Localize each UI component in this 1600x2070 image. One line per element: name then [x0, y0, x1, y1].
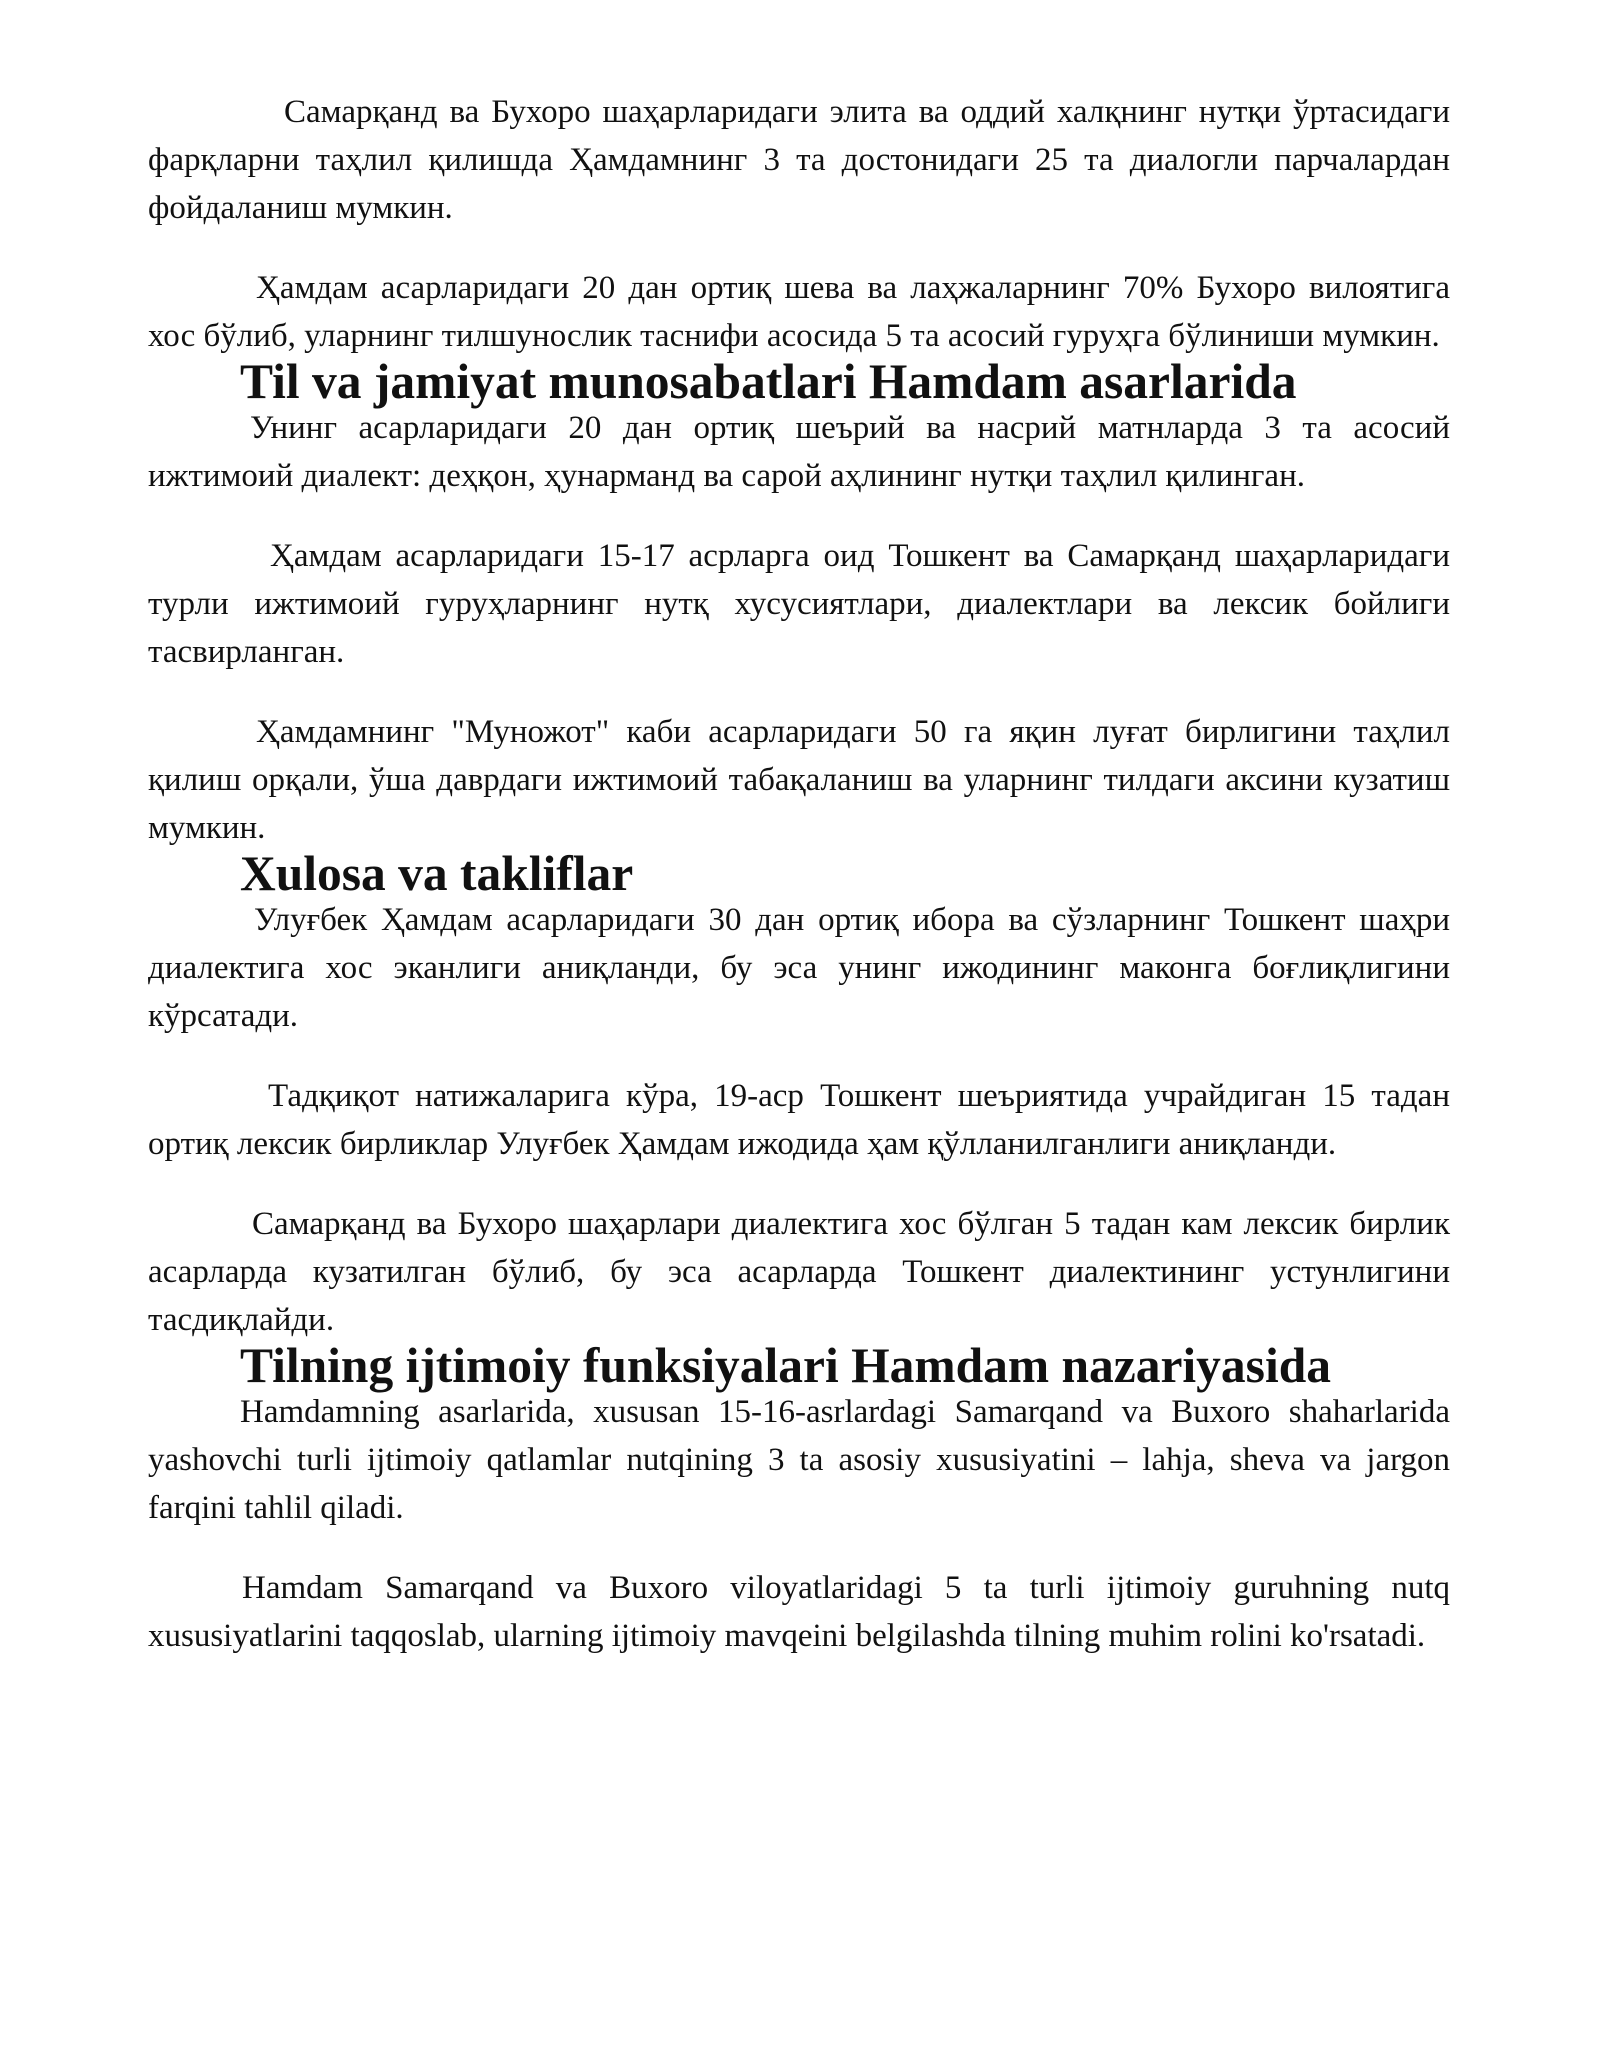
paragraph: Тадқиқот натижаларига кўра, 19-аср Тошкент шеъриятида учрайдиган 15 тадан ортиқ лексик бирликлар Улуғбек Ҳамдам ижодида ҳам қўлланилганлиги аниқланди. [148, 1078, 1450, 1162]
section-heading: Xulosa va takliflar [240, 846, 634, 901]
paragraph: Ҳамдамнинг "Муножот" каби асарларидаги 50 га яқин луғат бирлигини таҳлил қилиш орқали, ўша даврдаги ижтимоий табақаланиш ва уларнинг тилдаги аксини кузатиш мумкин. [148, 714, 1450, 846]
section-heading: Tilning ijtimoiy funksiyalari Hamdam nazariyasida [240, 1338, 1331, 1393]
paragraph: Самарқанд ва Бухоро шаҳарларидаги элита ва оддий халқнинг нутқи ўртасидаги фарқларни таҳлил қилишда Ҳамдамнинг 3 та достонидаги 25 та диалогли парчалардан фойдаланиш мумкин. [148, 94, 1450, 226]
paragraph: Ҳамдам асарларидаги 15-17 асрларга оид Тошкент ва Самарқанд шаҳарларидаги турли ижтимоий гуруҳларнинг нутқ хусусиятлари, диалектлари ва лексик бойлиги тасвирланган. [148, 538, 1450, 670]
document-page [148, 88, 1450, 1660]
paragraph: Унинг асарларидаги 20 дан ортиқ шеърий ва насрий матнларда 3 та асосий ижтимоий диалект: деҳқон, ҳунарманд ва сарой аҳлининг нутқи таҳлил қилинган. [148, 410, 1450, 494]
paragraph: Самарқанд ва Бухоро шаҳарлари диалектига хос бўлган 5 тадан кам лексик бирлик асарларда кузатилган бўлиб, бу эса асарларда Тошкент диалектининг устунлигини тасдиқлайди. [148, 1206, 1450, 1338]
paragraph: Ҳамдам асарларидаги 20 дан ортиқ шева ва лаҳжаларнинг 70% Бухоро вилоятига хос бўлиб, уларнинг тилшунослик таснифи асосида 5 та асосий гуруҳга бўлиниши мумкин. [148, 270, 1450, 354]
paragraph: Hamdamning asarlarida, xususan 15-16-asrlardagi Samarqand va Buxoro shaharlarida yashovchi turli ijtimoiy qatlamlar nutqining 3 ta asosiy xususiyatini – lahja, sheva va jargon farqini tahlil qiladi. [148, 1394, 1450, 1526]
paragraph: Hamdam Samarqand va Buxoro viloyatlaridagi 5 ta turli ijtimoiy guruhning nutq xususiyatlarini taqqoslab, ularning ijtimoiy mavqeini belgilashda tilning muhim rolini ko'rsatadi. [148, 1570, 1450, 1654]
paragraph: Улуғбек Ҳамдам асарларидаги 30 дан ортиқ ибора ва сўзларнинг Тошкент шаҳри диалектига хос эканлиги аниқланди, бу эса унинг ижодининг маконга боғлиқлигини кўрсатади. [148, 902, 1450, 1034]
section-heading: Til va jamiyat munosabatlari Hamdam asarlarida [240, 354, 1297, 409]
